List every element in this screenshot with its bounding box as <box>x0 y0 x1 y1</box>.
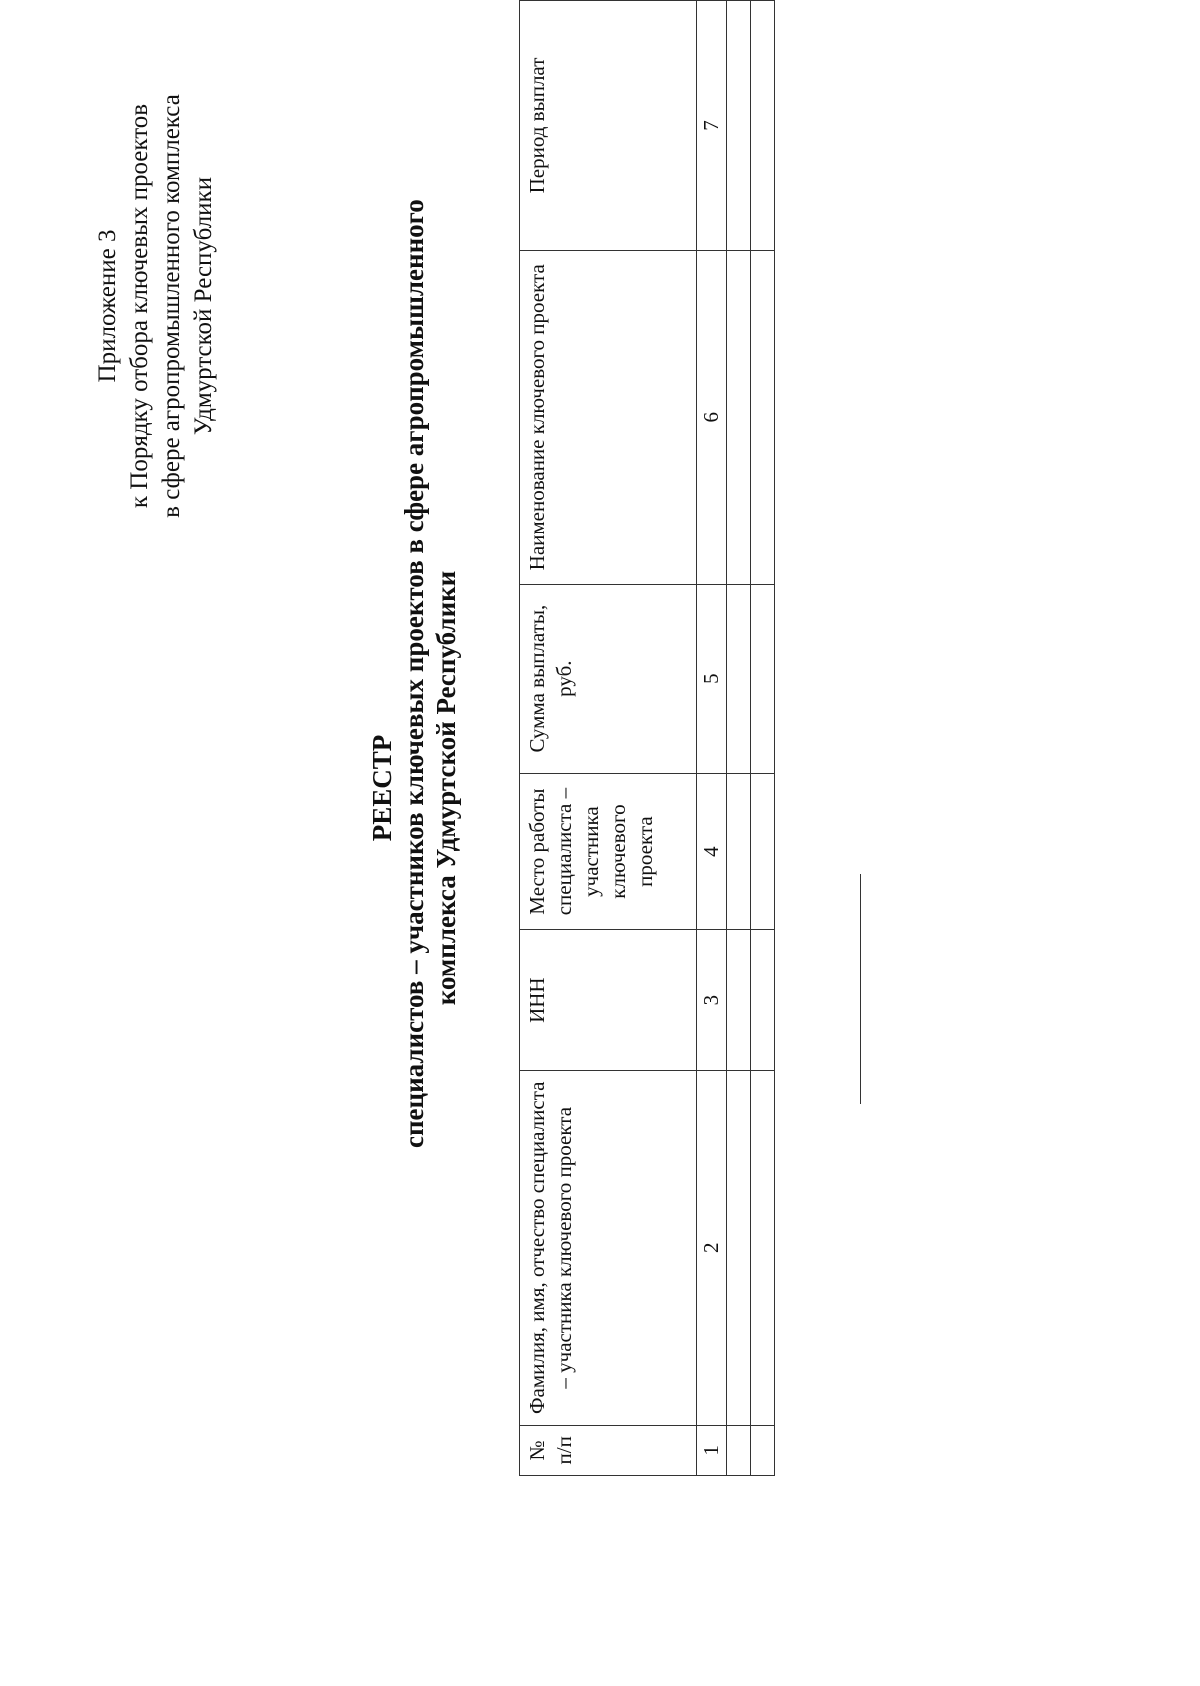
header-project-name: Наименование ключевого проекта <box>520 250 697 584</box>
header-payment-period: Период выплат <box>520 1 697 251</box>
column-number: 1 <box>697 1425 727 1475</box>
table-cell <box>751 584 775 773</box>
header-payment-sum: Сумма выплаты, руб. <box>520 584 697 773</box>
table-cell <box>727 930 751 1071</box>
column-number-row <box>697 1 727 1476</box>
table-header-row <box>520 1 697 1476</box>
register-table <box>519 0 775 1476</box>
title-line: специалистов – участников ключевых проектов в сфере агропромышленного <box>399 199 429 1148</box>
end-of-document-rule <box>860 874 861 1104</box>
table-cell <box>727 250 751 584</box>
table-cell <box>727 1 751 251</box>
header-inn: ИНН <box>520 930 697 1071</box>
table-row <box>727 1 751 1476</box>
appendix-line: Удмуртской Республики <box>190 176 217 436</box>
column-number: 7 <box>697 1 727 251</box>
title-line: комплекса Удмуртской Республики <box>431 570 461 1006</box>
header-number: № п/п <box>520 1425 697 1475</box>
table-cell <box>727 1070 751 1425</box>
column-number: 3 <box>697 930 727 1071</box>
table-cell <box>751 1425 775 1475</box>
appendix-header <box>92 26 220 586</box>
table-cell <box>727 1425 751 1475</box>
appendix-line: к Порядку отбора ключевых проектов <box>126 103 153 509</box>
column-number: 4 <box>697 773 727 930</box>
appendix-line: Приложение 3 <box>94 229 121 383</box>
table-cell <box>751 930 775 1071</box>
table-cell <box>727 584 751 773</box>
column-number: 5 <box>697 584 727 773</box>
table-cell <box>751 773 775 930</box>
column-number: 2 <box>697 1070 727 1425</box>
table-cell <box>751 250 775 584</box>
header-full-name: Фамилия, имя, отчество специалиста – участника ключевого проекта <box>520 1070 697 1425</box>
header-workplace: Место работы специалиста – участника ключевого проекта <box>520 773 697 930</box>
table-cell <box>751 1 775 251</box>
table-row <box>751 1 775 1476</box>
title-line: РЕЕСТР <box>367 734 397 842</box>
document-title <box>366 199 462 1148</box>
table-cell <box>727 773 751 930</box>
column-number: 6 <box>697 250 727 584</box>
table-cell <box>751 1070 775 1425</box>
appendix-line: в сфере агропромышленного комплекса <box>158 94 185 518</box>
